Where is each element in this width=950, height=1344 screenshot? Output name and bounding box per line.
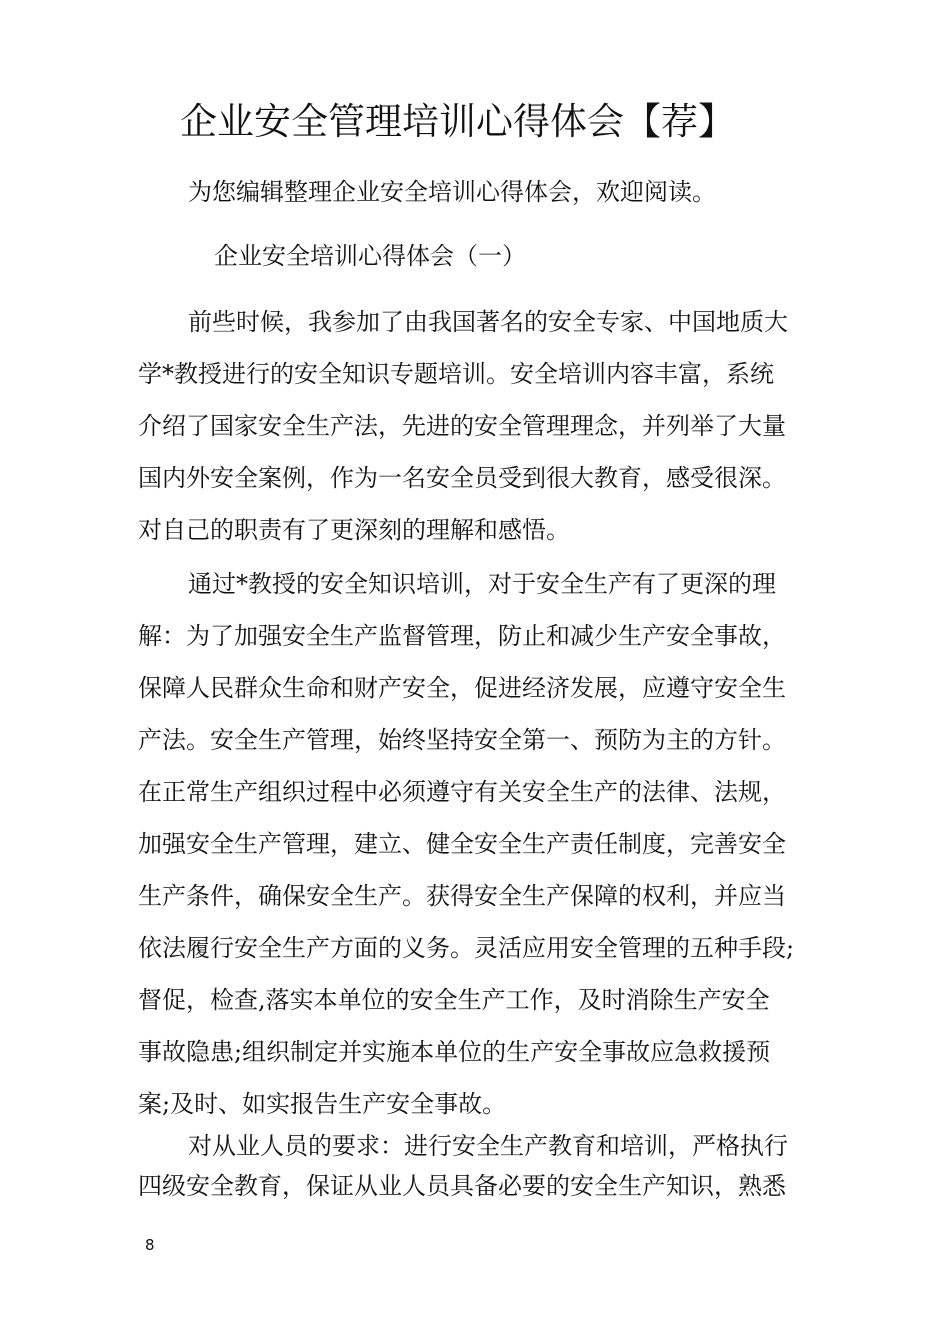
section-heading: 企业安全培训心得体会（一） (214, 242, 526, 270)
paragraph-line: 生产条件，确保安全生产。获得安全生产保障的权利，并应当 (138, 882, 786, 910)
paragraph-line: 对自己的职责有了更深刻的理解和感悟。 (138, 516, 570, 544)
paragraph-line: 国内外安全案例，作为一名安全员受到很大教育，感受很深。 (138, 464, 786, 492)
paragraph-line: 介绍了国家安全生产法，先进的安全管理理念，并列举了大量 (138, 412, 786, 440)
paragraph-3 (138, 1126, 838, 1206)
paragraph-line: 通过*教授的安全知识培训，对于安全生产有了更深的理 (188, 570, 776, 598)
paragraph-line: 对从业人员的要求：进行安全生产教育和培训，严格执行 (188, 1132, 788, 1160)
paragraph-line: 产法。安全生产管理，始终坚持安全第一、预防为主的方针。 (138, 726, 786, 754)
paragraph-line: 依法履行安全生产方面的义务。灵活应用安全管理的五种手段; (138, 934, 795, 962)
paragraph-line: 前些时候，我参加了由我国著名的安全专家、中国地质大 (188, 308, 788, 336)
paragraph-line: 解：为了加强安全生产监督管理，防止和减少生产安全事故， (138, 622, 786, 650)
paragraph-line: 事故隐患;组织制定并实施本单位的生产安全事故应急救援预 (138, 1038, 771, 1066)
paragraph-line: 学*教授进行的安全知识专题培训。安全培训内容丰富，系统 (138, 360, 774, 388)
paragraph-line: 在正常生产组织过程中必须遵守有关安全生产的法律、法规， (138, 778, 786, 806)
paragraph-line: 保障人民群众生命和财产安全，促进经济发展，应遵守安全生 (138, 674, 786, 702)
document-title: 企业安全管理培训心得体会【荐】 (180, 100, 735, 143)
paragraph-2 (138, 558, 838, 1130)
paragraph-line: 四级安全教育，保证从业人员具备必要的安全生产知识，熟悉 (138, 1172, 786, 1200)
paragraph-line: 加强安全生产管理，建立、健全安全生产责任制度，完善安全 (138, 830, 786, 858)
paragraph-line: 案;及时、如实报告生产安全事故。 (138, 1090, 507, 1118)
intro-text: 为您编辑整理企业安全培训心得体会，欢迎阅读。 (188, 178, 716, 206)
paragraph-1 (138, 296, 838, 556)
page-number: 8 (145, 1236, 155, 1254)
paragraph-line: 督促，检查,落实本单位的安全生产工作，及时消除生产安全 (138, 986, 770, 1014)
